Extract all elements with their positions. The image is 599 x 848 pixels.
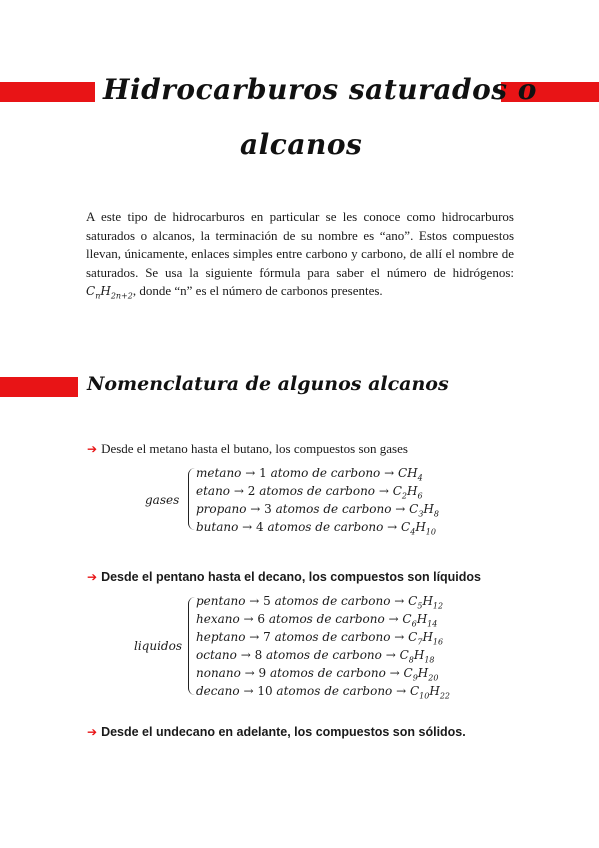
equation-row-heptano: heptano → 7 atomos de carbono → $C_7H_{16}$ xyxy=(196,630,444,647)
bullet-arrow-icon: ➔ xyxy=(87,570,98,584)
section-title: Nomenclatura de algunos alcanos xyxy=(87,373,449,395)
equation-row-butano: butano → 4 atomos de carbono → $C_4H_{10}$ xyxy=(196,520,436,537)
bullet-solidos-text: Desde el undecano en adelante, los compuestos son sólidos. xyxy=(101,725,466,739)
equation-row-pentano: pentano → 5 atomos de carbono → $C_5H_{12}$ xyxy=(196,594,444,611)
equation-row-metano: metano → 1 atomo de carbono → $CH_4$ xyxy=(196,466,423,483)
bullet-arrow-icon: ➔ xyxy=(87,442,98,456)
gases-label: gases xyxy=(145,493,180,507)
section-accent-bar xyxy=(0,377,78,397)
gases-brace xyxy=(188,468,195,530)
formula: $C_nH_{2n+2}$ xyxy=(86,284,133,301)
bullet-solidos xyxy=(87,725,466,739)
bullet-liquidos-text: Desde el pentano hasta el decano, los compuestos son líquidos xyxy=(101,570,482,584)
equation-row-octano: octano → 8 atomos de carbono → $C_8H_{18}$ xyxy=(196,648,435,665)
equation-row-nonano: nonano → 9 atomos de carbono → $C_9H_{20}$ xyxy=(196,666,439,683)
equation-row-propano: propano → 3 atomos de carbono → $C_3H_8$ xyxy=(196,502,439,519)
title-accent-bar-left xyxy=(0,82,95,102)
bullet-arrow-icon: ➔ xyxy=(87,725,98,739)
intro-text-before: A este tipo de hidrocarburos en particular se les conoce como hidrocarburos saturados o alcanos, la terminación de su nombre es “ano”. Estos compuestos llevan, únicamente, enlaces simples entre carbono y carbono, de allí el nombre de saturados. Se usa la siguiente fórmula para saber el número de hidrógenos: xyxy=(86,209,514,280)
bullet-gases-text: Desde el metano hasta el butano, los compuestos son gases xyxy=(101,441,408,456)
liquidos-brace xyxy=(188,597,195,695)
page-title-line-2: alcanos xyxy=(240,128,363,161)
equation-row-hexano: hexano → 6 atomos de carbono → $C_6H_{14}$ xyxy=(196,612,438,629)
equation-row-etano: etano → 2 atomos de carbono → $C_2H_6$ xyxy=(196,484,423,501)
page-title-line-1: Hidrocarburos saturados o xyxy=(103,73,537,106)
intro-paragraph xyxy=(86,208,514,306)
bullet-gases xyxy=(87,441,408,457)
liquidos-label: liquidos xyxy=(134,639,182,653)
equation-row-decano: decano → 10 atomos de carbono → $C_{10}H_{22}$ xyxy=(196,684,450,701)
bullet-liquidos xyxy=(87,570,481,584)
intro-text-after: , donde “n” es el número de carbonos presentes. xyxy=(132,283,383,298)
